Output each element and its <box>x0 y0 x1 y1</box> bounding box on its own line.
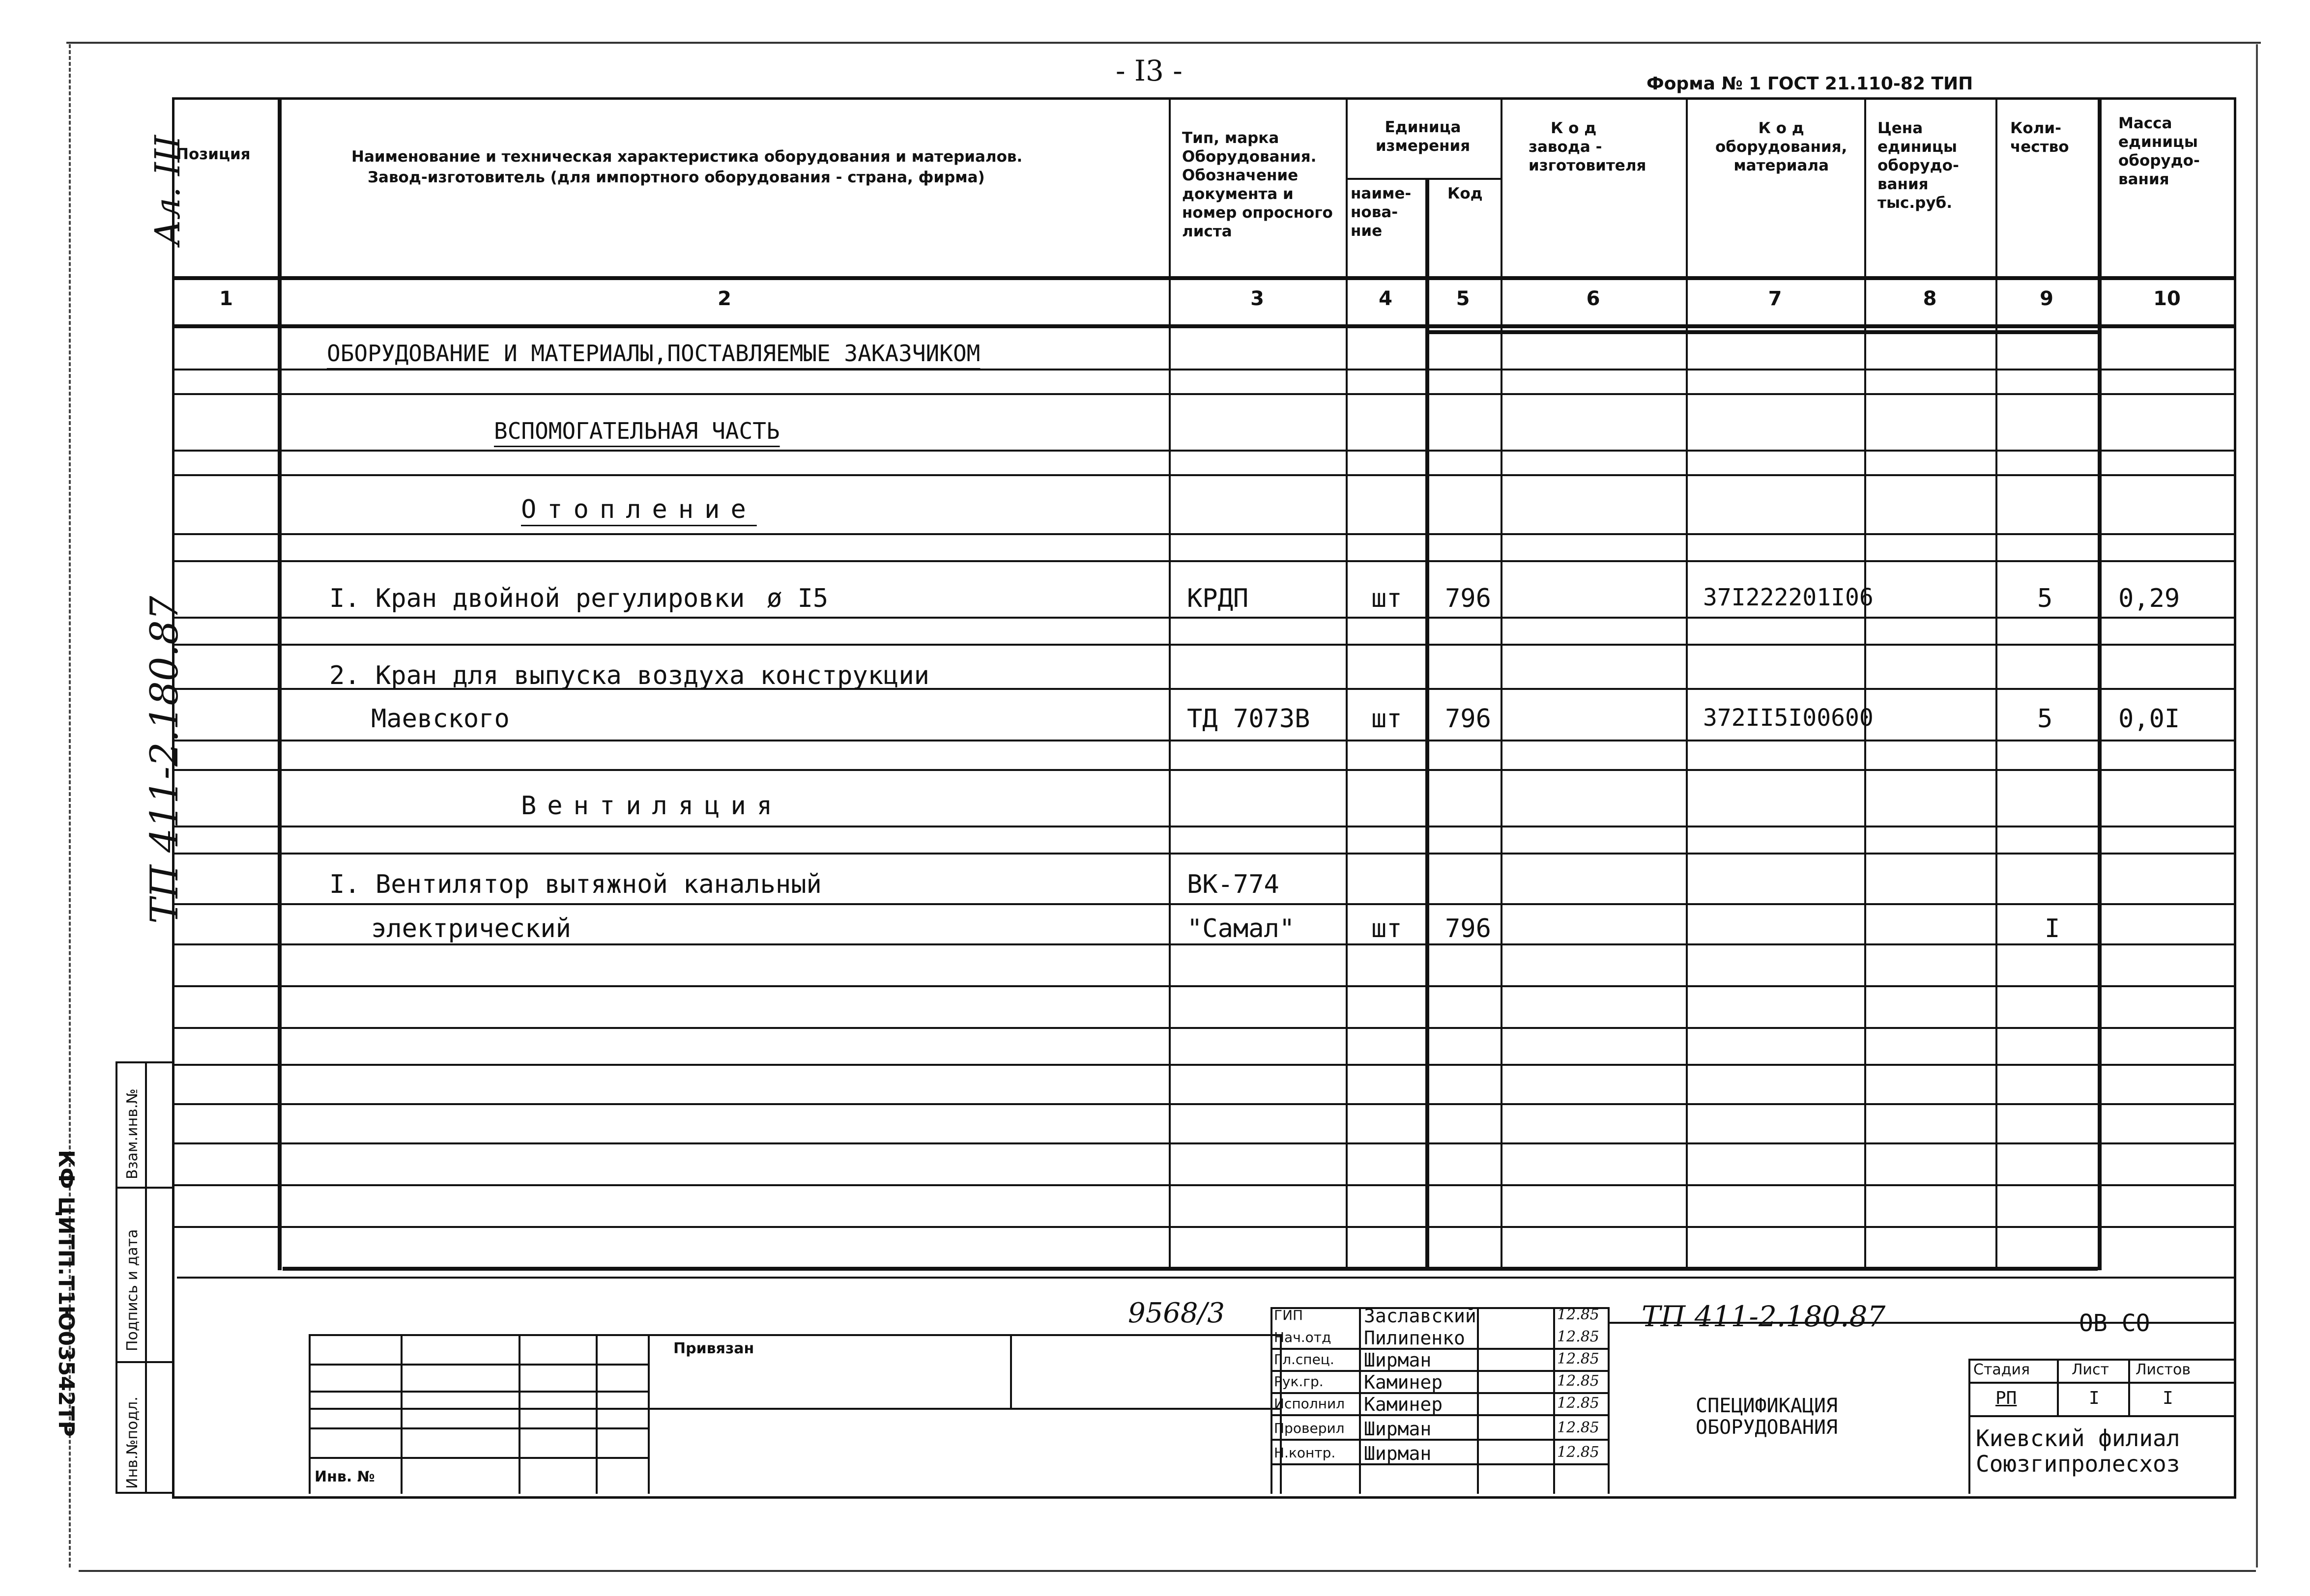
sig-row-line <box>1270 1463 1610 1465</box>
item-type: ВК-774 <box>1187 870 1279 899</box>
stamp-inv: Инв.№подл. <box>124 1396 141 1489</box>
item-type: "Самал" <box>1187 914 1295 943</box>
inv-number-label: Инв. № <box>315 1468 375 1485</box>
sheets-value: I <box>2163 1388 2173 1408</box>
table-row-line <box>174 369 2234 370</box>
col8-header-line: тыс.руб. <box>1877 194 1952 212</box>
sig-name: Каминер <box>1364 1394 1443 1415</box>
col5-header: Код <box>1447 185 1483 202</box>
sig-name: Каминер <box>1364 1371 1443 1393</box>
table-row-line <box>174 1184 2234 1186</box>
item-name: электрический <box>371 914 571 943</box>
col4-header <box>1351 184 1411 240</box>
item-extra: ø I5 <box>767 584 829 613</box>
sig-row-line <box>1270 1439 1610 1441</box>
title-divider <box>1968 1359 2234 1361</box>
col-number: 1 <box>219 287 233 310</box>
col-line <box>1864 98 1866 1270</box>
privyazan-line <box>401 1334 403 1494</box>
form-caption: Форма № 1 ГОСТ 21.110-82 ТИП <box>1646 74 1973 94</box>
col-number: 5 <box>1456 287 1470 310</box>
stage-value: РП <box>1995 1388 2017 1408</box>
left-doc-code: ТП 411-2.180.87 <box>143 596 187 924</box>
sig-name: Пилипенко <box>1364 1327 1465 1349</box>
col-number: 2 <box>718 287 731 310</box>
order-number: 9568/3 <box>1128 1297 1225 1329</box>
table-row-line <box>174 826 2234 827</box>
col10-header-line: вания <box>2118 171 2169 188</box>
sig-role: Исполнил <box>1274 1396 1345 1412</box>
table-row-line <box>174 903 2234 905</box>
sheet-label: Лист <box>2072 1361 2109 1378</box>
sheets-label: Листов <box>2136 1361 2191 1378</box>
col2-header-line1: Наименование и техническая характеристика оборудования и материалов. <box>351 148 1023 166</box>
col10-header-line: оборудо- <box>2118 152 2200 170</box>
table-row-line <box>174 853 2234 855</box>
col3-header <box>1182 129 1333 241</box>
title-mark: ОВ СО <box>2079 1310 2150 1337</box>
privyazan-line <box>596 1334 598 1494</box>
col6-header-line: изготовителя <box>1529 157 1646 174</box>
col2-header-line2: Завод-изготовитель (для импортного оборудования - страна, фирма) <box>368 169 985 186</box>
sheet-border-top <box>66 42 2261 44</box>
page-number: - I3 - <box>1116 54 1183 87</box>
table-row-line <box>174 617 2234 619</box>
sig-role: ГИП <box>1274 1307 1303 1323</box>
col4-header-line: нова- <box>1351 203 1398 221</box>
sig-date: 12.85 <box>1557 1419 1599 1436</box>
sheet-border-bottom <box>79 1570 2256 1572</box>
col7-header-line: оборудования, <box>1715 138 1848 156</box>
item-name: Маевского <box>371 704 510 734</box>
item-code: 796 <box>1445 704 1491 734</box>
item-type: КРДП <box>1187 584 1249 613</box>
col3-header-line: Тип, марка <box>1182 129 1279 147</box>
org-name-1: Киевский филиал <box>1976 1425 2180 1452</box>
sig-name: Ширман <box>1364 1418 1432 1440</box>
col7-header-line: К о д <box>1758 119 1804 137</box>
col-line <box>1346 98 1348 1270</box>
doc-title-1: СПЕЦИФИКАЦИЯ <box>1696 1395 1838 1417</box>
col7-header-line: материала <box>1733 157 1829 174</box>
subsection-title: Вентиляция <box>521 791 783 821</box>
title-divider <box>1968 1359 1970 1494</box>
table-row-line <box>174 943 2234 945</box>
col-line <box>1425 179 1429 1270</box>
sig-col <box>1477 1307 1479 1494</box>
title-divider <box>2128 1359 2130 1415</box>
item-mass: 0,29 <box>2118 584 2180 613</box>
col4-header-line: ние <box>1351 222 1383 240</box>
item-unit: шт <box>1371 584 1402 613</box>
privyazan-line <box>309 1457 648 1459</box>
table-row-line <box>174 474 2234 476</box>
sig-date: 12.85 <box>1557 1444 1599 1461</box>
col-number: 3 <box>1250 287 1264 310</box>
col9-header-line: Коли- <box>2010 119 2061 137</box>
col8-header-line: Цена <box>1877 119 1923 137</box>
col1-header: Позиция <box>176 145 251 163</box>
body-box-top <box>1425 330 2098 334</box>
subsection-title: Отопление <box>521 495 757 524</box>
sheet-border-right <box>2256 44 2258 1568</box>
table-row-line <box>174 533 2234 535</box>
col4-header-line: наиме- <box>1351 185 1412 202</box>
item-name: I. Вентилятор вытяжной канальный <box>329 870 822 899</box>
col10-header <box>2118 114 2200 189</box>
title-divider <box>1968 1415 2234 1417</box>
item-name: I. Кран двойной регулировки <box>329 584 745 613</box>
title-doc-code: ТП 411-2.180.87 <box>1642 1300 1886 1333</box>
col9-header <box>2010 119 2069 156</box>
sig-name: Ширман <box>1364 1349 1432 1371</box>
col9-header-line: чество <box>2010 138 2069 156</box>
privyazan-line <box>519 1334 520 1494</box>
item-mass: 0,0I <box>2118 704 2180 734</box>
sig-date: 12.85 <box>1557 1328 1599 1345</box>
col-line <box>1995 98 1997 1270</box>
col3-header-line: номер опросного <box>1182 204 1333 222</box>
table-row-line <box>174 985 2234 987</box>
col3-header-line: листа <box>1182 223 1232 240</box>
col6-header <box>1529 119 1646 175</box>
sig-name: Заславский <box>1364 1305 1476 1327</box>
sheet-value: I <box>2089 1388 2100 1408</box>
sig-date: 12.85 <box>1557 1350 1599 1368</box>
unit-group-line: Единица <box>1385 118 1461 136</box>
left-top-mark: Ал. III <box>147 135 188 246</box>
privyazan-line <box>309 1427 648 1429</box>
col-number: 8 <box>1923 287 1937 310</box>
table-row-line <box>174 1027 2234 1029</box>
title-divider <box>2057 1359 2059 1415</box>
col-line <box>1501 98 1502 1270</box>
privyazan-grid <box>309 1334 1282 1494</box>
section-heading: ВСПОМОГАТЕЛЬНАЯ ЧАСТЬ <box>494 418 780 444</box>
title-divider <box>1968 1382 2234 1384</box>
table-row-line <box>174 1142 2234 1144</box>
privyazan-line <box>648 1334 650 1494</box>
col-number: 10 <box>2153 287 2181 310</box>
col8-header-line: единицы <box>1877 138 1957 156</box>
unit-header-line <box>1346 178 1501 180</box>
sig-role: Проверил <box>1274 1420 1345 1436</box>
col8-header-line: оборудо- <box>1877 157 1959 174</box>
sig-col <box>1359 1307 1361 1494</box>
privyazan-line <box>309 1391 648 1393</box>
col6-header-line: К о д <box>1551 119 1597 137</box>
sig-col <box>1553 1307 1555 1494</box>
col-number: 6 <box>1586 287 1600 310</box>
body-box-bottom <box>283 1267 2098 1271</box>
col10-header-line: Масса <box>2118 114 2172 132</box>
item-material-code: 37I222201I06 <box>1703 584 1874 611</box>
col-line <box>1686 98 1688 1270</box>
col3-header-line: Оборудования. <box>1182 148 1317 166</box>
col10-header-line: единицы <box>2118 133 2198 151</box>
sig-role: Нач.отд <box>1274 1329 1331 1345</box>
col-line <box>278 98 282 1270</box>
col7-header <box>1715 119 1847 175</box>
col-line <box>2098 98 2102 1270</box>
sig-date: 12.85 <box>1557 1372 1599 1390</box>
col3-header-line: Обозначение <box>1182 167 1299 184</box>
header-bottom-line <box>172 276 2236 280</box>
table-row-line <box>174 1064 2234 1066</box>
stage-label: Стадия <box>1973 1361 2030 1378</box>
sig-role: Н.контр. <box>1274 1445 1336 1461</box>
sig-name: Ширман <box>1364 1443 1432 1464</box>
sig-role: Гл.спец. <box>1274 1351 1334 1368</box>
col-number: 9 <box>2040 287 2053 310</box>
col-line <box>1169 98 1171 1270</box>
col-number: 4 <box>1379 287 1392 310</box>
col6-header-line: завода - <box>1529 138 1602 156</box>
item-code: 796 <box>1445 584 1491 613</box>
col8-header <box>1877 119 1959 212</box>
stamp-vzam: Взам.инв.№ <box>124 1088 141 1179</box>
item-unit: шт <box>1371 914 1402 943</box>
section-heading: ОБОРУДОВАНИЕ И МАТЕРИАЛЫ,ПОСТАВЛЯЕМЫЕ ЗАКАЗЧИКОМ <box>327 340 981 367</box>
unit-group-header <box>1366 118 1479 155</box>
sig-date: 12.85 <box>1557 1306 1599 1323</box>
item-qty: 5 <box>2037 704 2053 734</box>
privyazan-line <box>309 1408 1282 1410</box>
sig-date: 12.85 <box>1557 1395 1599 1412</box>
privyazan-line <box>309 1364 648 1366</box>
col-number: 7 <box>1768 287 1782 310</box>
stamp-divider <box>145 1061 147 1494</box>
item-qty: 5 <box>2037 584 2053 613</box>
table-row-line <box>174 450 2234 452</box>
table-row-line <box>174 1103 2234 1105</box>
privyazan-line <box>1010 1334 1012 1408</box>
stamp-podpis: Подпись и дата <box>124 1229 141 1351</box>
privyazan-label: Привязан <box>673 1340 754 1357</box>
unit-group-line: измерения <box>1375 137 1471 155</box>
doc-title-2: ОБОРУДОВАНИЯ <box>1696 1416 1838 1439</box>
numbers-bottom-line <box>172 324 2236 328</box>
item-code: 796 <box>1445 914 1491 943</box>
col3-header-line: документа и <box>1182 185 1294 203</box>
item-material-code: 372II5I00600 <box>1703 704 1874 732</box>
table-row-line <box>174 769 2234 771</box>
table-row-line <box>174 393 2234 395</box>
org-name-2: Союзгипролесхоз <box>1976 1451 2180 1477</box>
col8-header-line: вания <box>1877 175 1929 193</box>
table-row-line <box>174 1226 2234 1228</box>
item-qty: I <box>2045 914 2060 943</box>
table-row-line <box>174 740 2234 741</box>
table-row-line <box>174 644 2234 646</box>
archive-code: КФ ЦИТП.Т1Ю03542ТР <box>54 1150 79 1437</box>
item-unit: шт <box>1371 704 1402 734</box>
sig-role: Рук.гр. <box>1274 1373 1324 1390</box>
table-row-line <box>174 560 2234 562</box>
item-name: 2. Кран для выпуска воздуха конструкции <box>329 661 929 690</box>
item-type: ТД 7073В <box>1187 704 1310 734</box>
